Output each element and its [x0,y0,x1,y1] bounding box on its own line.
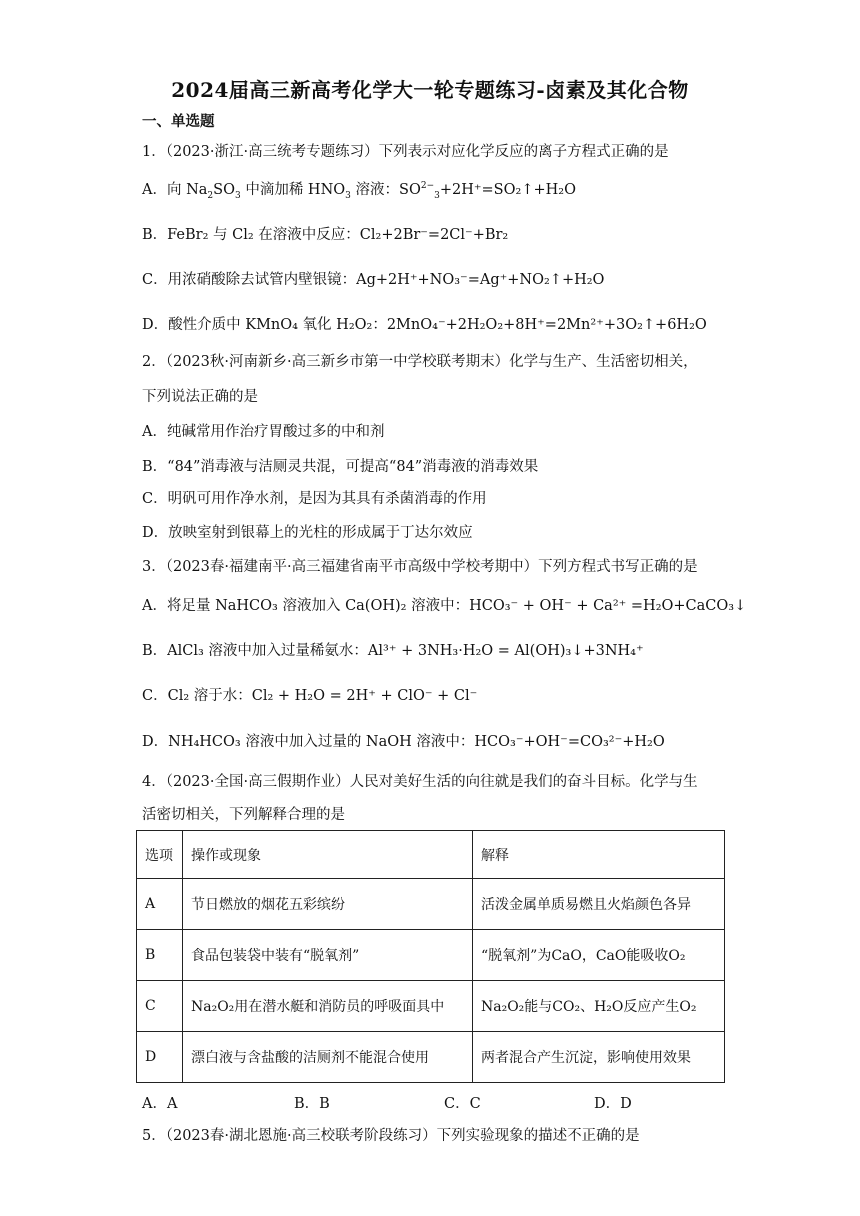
table-cell: 节日燃放的烟花五彩缤纷 [183,879,473,930]
question-1-option-d: D．酸性介质中 KMnO₄ 氧化 H₂O₂：2MnO₄⁻+2H₂O₂+8H⁺=2Mn²⁺+3O₂↑+6H₂O [142,317,707,333]
question-4-stem-line-1: 4．（2023·全国·高三假期作业）人民对美好生活的向往就是我们的奋斗目标。化学与生 [142,774,698,790]
question-2-option-d: D．放映室射到银幕上的光柱的形成属于丁达尔效应 [142,525,473,541]
question-3-option-c: C．Cl₂ 溶于水：Cl₂ + H₂O = 2H⁺ + ClO⁻ + Cl⁻ [142,688,478,704]
question-1-option-c: C．用浓硝酸除去试管内壁银镜：Ag+2H⁺+NO₃⁻=Ag⁺+NO₂↑+H₂O [142,272,605,288]
table-row [137,981,725,1032]
table-row [137,879,725,930]
table-header-row [137,831,725,879]
question-5-stem: 5．（2023春·湖北恩施·高三校联考阶段练习）下列实验现象的描述不正确的是 [142,1128,640,1144]
table-cell: C [137,981,183,1032]
table-header-cell: 选项 [137,831,183,879]
table-cell: 漂白液与含盐酸的洁厕剂不能混合使用 [183,1032,473,1083]
table-cell: B [137,930,183,981]
table-header-cell: 解释 [473,831,725,879]
question-1-option-a: A．向 $Na_2SO_3$ 中滴加稀 $HNO_3$ 溶液：$SO^{2-}_3+2H^+=SO_2↑+H_2O$ [142,181,576,201]
question-3-option-a: A．将足量 NaHCO₃ 溶液加入 Ca(OH)₂ 溶液中：HCO₃⁻ + OH⁻ + Ca²⁺ =H₂O+CaCO₃↓ [142,598,747,614]
question-4-stem-line-2: 活密切相关，下列解释合理的是 [142,807,345,823]
table-header-cell: 操作或现象 [183,831,473,879]
question-2-option-c: C．明矾可用作净水剂，是因为其具有杀菌消毒的作用 [142,491,487,507]
question-2-option-b: B．“84”消毒液与洁厕灵共混，可提高“84”消毒液的消毒效果 [142,459,539,475]
question-1-stem: 1．（2023·浙江·高三统考专题练习）下列表示对应化学反应的离子方程式正确的是 [142,144,669,160]
table-row [137,930,725,981]
table-cell: 两者混合产生沉淀，影响使用效果 [473,1032,725,1083]
table-cell: Na₂O₂用在潜水艇和消防员的呼吸面具中 [183,981,473,1032]
question-4-choice-d: D．D [594,1096,632,1112]
question-3-option-d: D．NH₄HCO₃ 溶液中加入过量的 NaOH 溶液中：HCO₃⁻+OH⁻=CO₃²⁻+H₂O [142,734,665,750]
table-cell: Na₂O₂能与CO₂、H₂O反应产生O₂ [473,981,725,1032]
table-cell: “脱氧剂”为CaO，CaO能吸收O₂ [473,930,725,981]
question-4-choice-b: B．B [294,1096,330,1112]
question-3-stem: 3．（2023春·福建南平·高三福建省南平市高级中学校考期中）下列方程式书写正确的是 [142,559,698,575]
question-4-choice-c: C．C [444,1096,481,1112]
table-row [137,1032,725,1083]
question-2-option-a: A．纯碱常用作治疗胃酸过多的中和剂 [142,424,385,440]
table-cell: D [137,1032,183,1083]
question-3-option-b: B．AlCl₃ 溶液中加入过量稀氨水：Al³⁺ + 3NH₃·H₂O = Al(OH)₃↓+3NH₄⁺ [142,643,644,659]
table-cell: 活泼金属单质易燃且火焰颜色各异 [473,879,725,930]
table-cell: A [137,879,183,930]
question-1-option-b: B．FeBr₂ 与 Cl₂ 在溶液中反应：Cl₂+2Br⁻=2Cl⁻+Br₂ [142,227,509,243]
question-2-stem-line-1: 2．（2023秋·河南新乡·高三新乡市第一中学校联考期末）化学与生产、生活密切相关， [142,354,698,370]
section-heading: 一、单选题 [142,113,215,130]
question-4-table [136,830,725,1083]
question-2-stem-line-2: 下列说法正确的是 [142,389,258,405]
table-cell: 食品包装袋中装有“脱氧剂” [183,930,473,981]
document-title: 2024届高三新高考化学大一轮专题练习-卤素及其化合物 [171,78,689,102]
question-4-choice-a: A．A [142,1096,178,1112]
